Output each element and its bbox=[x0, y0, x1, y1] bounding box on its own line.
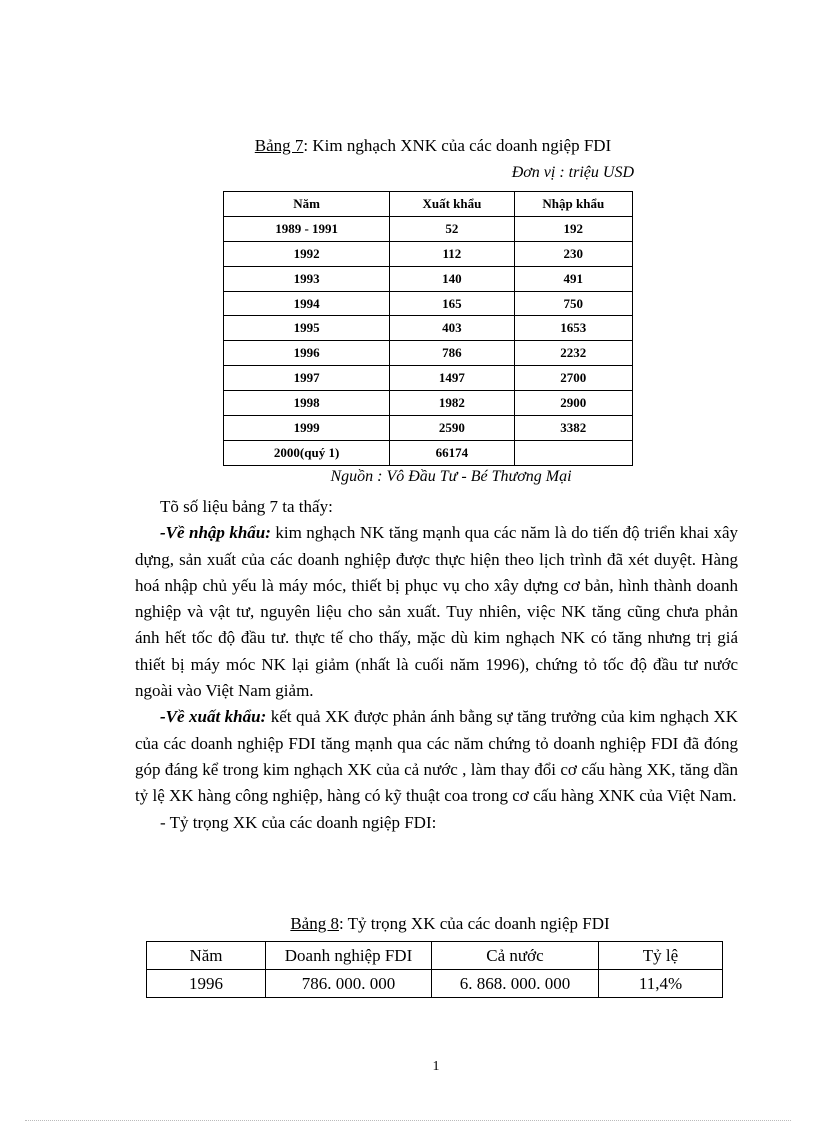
table7-cell-import: 3382 bbox=[514, 416, 632, 441]
table7-cell-year: 1996 bbox=[224, 341, 390, 366]
table8-header-year: Năm bbox=[147, 942, 266, 970]
import-heading: -Về nhập khẩu: bbox=[160, 523, 271, 543]
table8-title bbox=[0, 914, 816, 934]
table7-cell-import: 750 bbox=[514, 291, 632, 316]
table7-header-export: Xuất khẩu bbox=[390, 192, 514, 217]
table8-label: Bảng 8 bbox=[290, 914, 339, 933]
table7-cell-year: 1999 bbox=[224, 416, 390, 441]
table7-label: Bảng 7 bbox=[254, 136, 304, 155]
table7-cell-export: 66174 bbox=[390, 440, 514, 465]
table-row bbox=[224, 440, 633, 465]
table7-cell-import: 2700 bbox=[514, 366, 632, 391]
table7-cell-export: 403 bbox=[390, 316, 514, 341]
table8 bbox=[146, 941, 723, 998]
export-text: kết quả XK được phản ánh bằng sự tăng trưởng của kim nghạch XK của các doanh nghiệp FDI tăng mạnh qua các năm chứng tỏ doanh nghiệp FDI đã đóng góp đáng kể trong kim nghạch XK của cả nước , làm thay đổi cơ cấu hàng XK, tăng dần tỷ lệ XK hàng công nghiệp, hàng có kỹ thuật coa trong cơ cấu hàng XNK của Việt Nam. bbox=[135, 707, 739, 806]
table-row bbox=[224, 216, 633, 241]
table8-header-ratio: Tỷ lệ bbox=[599, 942, 723, 970]
page-number: 1 bbox=[432, 1059, 440, 1074]
table7-cell-import: 1653 bbox=[514, 316, 632, 341]
body-text bbox=[135, 494, 738, 836]
table8-header-fdi: Doanh nghiệp FDI bbox=[266, 942, 432, 970]
table-row bbox=[224, 241, 633, 266]
intro-paragraph: Tõ số liệu bảng 7 ta thấy: bbox=[160, 497, 333, 516]
table-row bbox=[224, 291, 633, 316]
table7-cell-import: 2900 bbox=[514, 391, 632, 416]
footer-divider bbox=[25, 1120, 791, 1121]
table7-cell-import: 491 bbox=[514, 266, 632, 291]
table-row bbox=[224, 266, 633, 291]
table7-cell-import: 192 bbox=[514, 216, 632, 241]
table7-source: Nguồn : Vô Đầu Tư - Bé Thương Mại bbox=[330, 468, 572, 485]
table7-cell-export: 165 bbox=[390, 291, 514, 316]
table7-cell-export: 140 bbox=[390, 266, 514, 291]
table-row bbox=[224, 316, 633, 341]
table7-cell-export: 1982 bbox=[390, 391, 514, 416]
table7-cell-export: 786 bbox=[390, 341, 514, 366]
table7-cell-year: 1993 bbox=[224, 266, 390, 291]
table7-cell-year: 1995 bbox=[224, 316, 390, 341]
table7-unit: Đơn vị : triệu USD bbox=[511, 164, 634, 181]
table7-cell-year: 2000(quý 1) bbox=[224, 440, 390, 465]
import-paragraph bbox=[135, 520, 738, 704]
table7-header-import: Nhập khẩu bbox=[514, 192, 632, 217]
table7-cell-year: 1994 bbox=[224, 291, 390, 316]
table7-title-text: : Kim nghạch XNK của các doanh ngiệp FDI bbox=[303, 136, 612, 155]
table-row bbox=[224, 366, 633, 391]
table7-cell-year: 1998 bbox=[224, 391, 390, 416]
table7-title bbox=[0, 136, 816, 156]
table7-cell-export: 1497 bbox=[390, 366, 514, 391]
table-row bbox=[224, 341, 633, 366]
table7-cell-export: 52 bbox=[390, 216, 514, 241]
table7-cell-year: 1997 bbox=[224, 366, 390, 391]
table8-cell-ratio: 11,4% bbox=[599, 970, 723, 998]
table8-cell-year: 1996 bbox=[147, 970, 266, 998]
share-line: - Tỷ trọng XK của các doanh ngiệp FDI: bbox=[160, 812, 437, 832]
table-row bbox=[147, 970, 723, 998]
import-text: kim nghạch NK tăng mạnh qua các năm là do tiến độ triển khai xây dựng, sản xuất của các doanh nghiệp được thực hiện theo lịch trình đã xét duyệt. Hàng hoá nhập chủ yếu là máy móc, thiết bị phục vụ cho xây dựng cơ bản, hình thành doanh nghiệp và vật tư, nguyên liệu cho sản xuất. Tuy nhiên, việc NK tăng cũng chưa phản ánh hết tốc độ đầu tư. thực tế cho thấy, mặc dù kim nghạch NK có tăng nhưng trị giá thiết bị máy móc NK lại giảm (nhất là cuối năm 1996), chứng tỏ tốc độ đầu tư nước ngoài vào Việt Nam giảm. bbox=[135, 523, 738, 701]
table7-cell-import bbox=[514, 440, 632, 465]
table7-cell-import: 230 bbox=[514, 241, 632, 266]
table7 bbox=[223, 191, 633, 466]
table7-cell-export: 2590 bbox=[390, 416, 514, 441]
table8-cell-country: 6. 868. 000. 000 bbox=[432, 970, 599, 998]
table7-cell-export: 112 bbox=[390, 241, 514, 266]
table7-header-year: Năm bbox=[224, 192, 390, 217]
table-row bbox=[224, 391, 633, 416]
table8-cell-fdi: 786. 000. 000 bbox=[266, 970, 432, 998]
table-row bbox=[224, 416, 633, 441]
export-heading: -Về xuất khẩu: bbox=[160, 707, 267, 727]
table7-cell-year: 1989 - 1991 bbox=[224, 216, 390, 241]
table7-cell-year: 1992 bbox=[224, 241, 390, 266]
table8-title-text: : Tỷ trọng XK của các doanh ngiệp FDI bbox=[338, 914, 610, 933]
export-paragraph bbox=[135, 704, 738, 809]
table7-cell-import: 2232 bbox=[514, 341, 632, 366]
table8-header-row bbox=[147, 942, 723, 970]
table8-header-country: Cả nước bbox=[432, 942, 599, 970]
table7-header-row bbox=[224, 192, 633, 217]
